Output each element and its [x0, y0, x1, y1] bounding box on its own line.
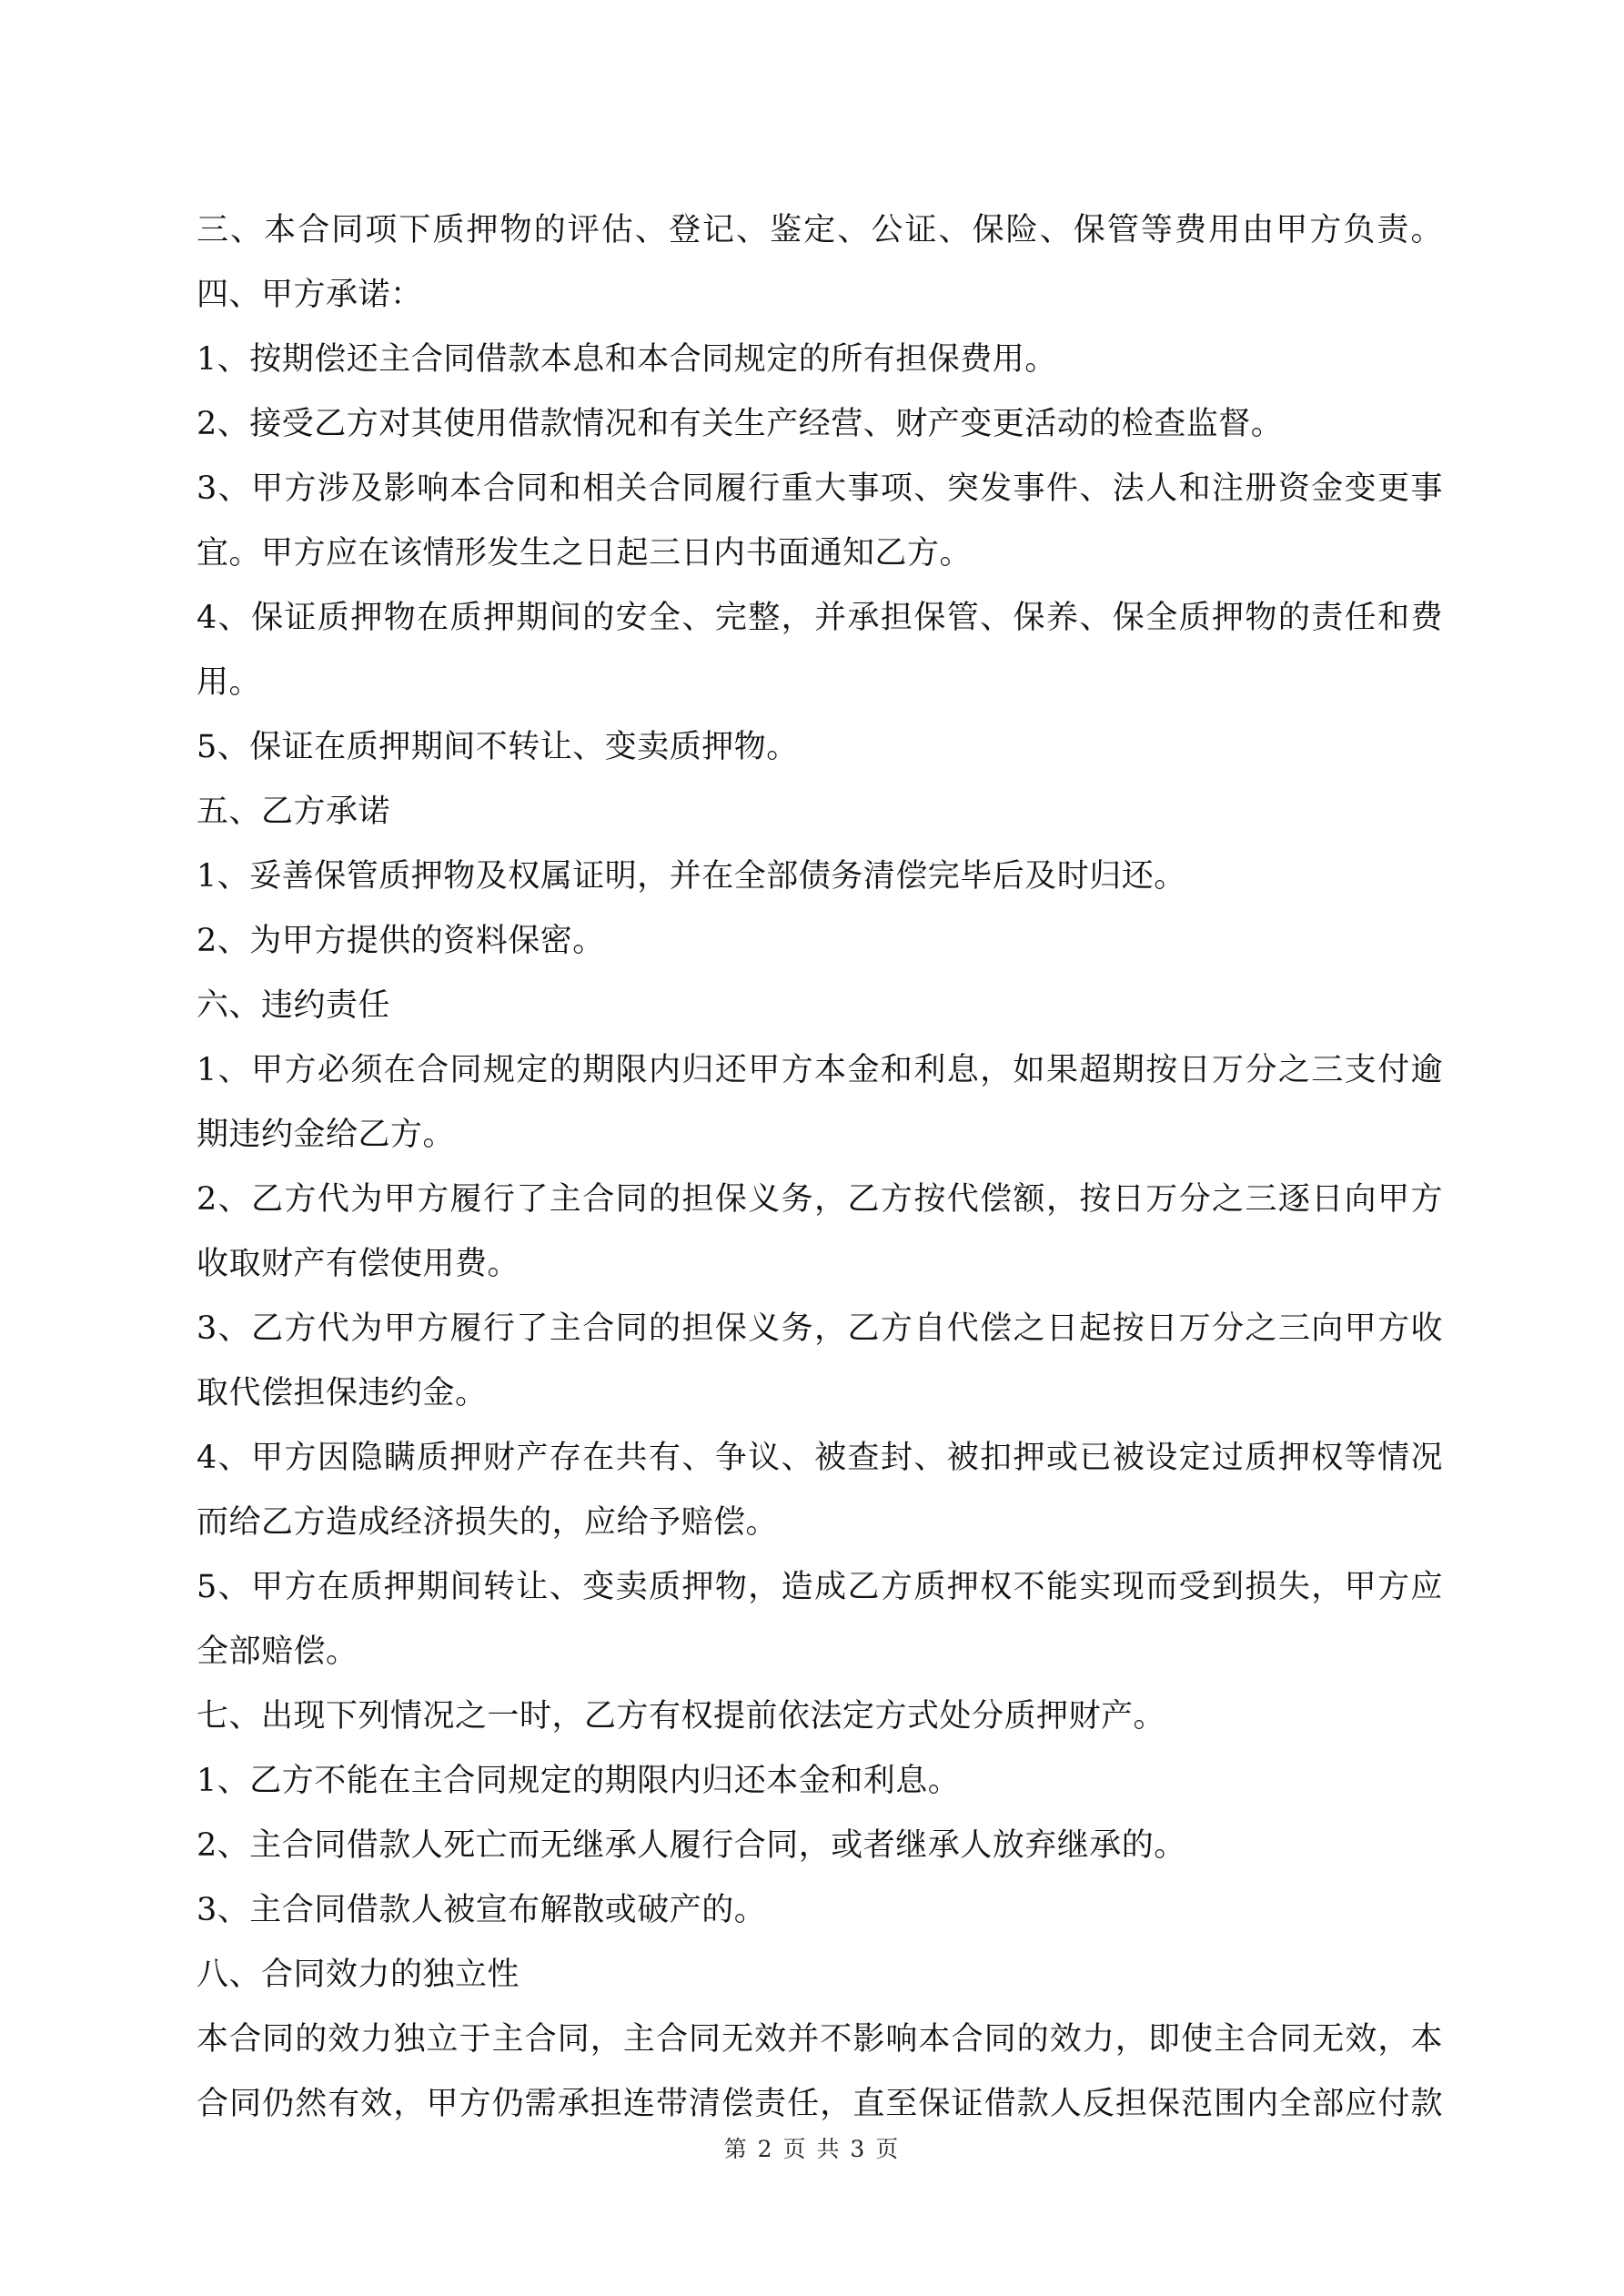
text-line: 六、违约责任	[197, 987, 391, 1024]
text-line: 1、妥善保管质押物及权属证明，并在全部债务清偿完毕后及时归还。	[197, 858, 1186, 895]
text-line: 用。	[197, 664, 262, 701]
text-line: 3、甲方涉及影响本合同和相关合同履行重大事项、突发事件、法人和注册资金变更事	[197, 470, 1443, 507]
text-line: 4、甲方因隐瞒质押财产存在共有、争议、被查封、被扣押或已被设定过质押权等情况	[197, 1440, 1443, 1476]
text-line: 全部赔偿。	[197, 1633, 358, 1670]
text-line: 2、接受乙方对其使用借款情况和有关生产经营、财产变更活动的检查监督。	[197, 406, 1284, 442]
text-line: 1、甲方必须在合同规定的期限内归还甲方本金和利息，如果超期按日万分之三支付逾	[197, 1052, 1443, 1088]
text-line: 本合同的效力独立于主合同，主合同无效并不影响本合同的效力，即使主合同无效，本	[197, 2021, 1443, 2058]
text-line: 四、甲方承诺：	[197, 277, 423, 313]
text-line: 3、乙方代为甲方履行了主合同的担保义务，乙方自代偿之日起按日万分之三向甲方收	[197, 1310, 1443, 1347]
text-line: 合同仍然有效，甲方仍需承担连带清偿责任，直至保证借款人反担保范围内全部应付款	[197, 2086, 1443, 2122]
text-line: 期违约金给乙方。	[197, 1117, 456, 1153]
text-line: 5、保证在质押期间不转让、变卖质押物。	[197, 729, 799, 765]
text-line: 三、本合同项下质押物的评估、登记、鉴定、公证、保险、保管等费用由甲方负责。	[197, 212, 1443, 248]
text-line: 2、乙方代为甲方履行了主合同的担保义务，乙方按代偿额，按日万分之三逐日向甲方	[197, 1181, 1443, 1218]
text-line: 五、乙方承诺	[197, 794, 391, 830]
text-line: 取代偿担保违约金。	[197, 1375, 488, 1411]
text-line: 收取财产有偿使用费。	[197, 1246, 520, 1282]
text-line: 七、出现下列情况之一时，乙方有权提前依法定方式处分质押财产。	[197, 1698, 1166, 1735]
text-line: 3、主合同借款人被宣布解散或破产的。	[197, 1892, 767, 1928]
text-line: 5、甲方在质押期间转让、变卖质押物，造成乙方质押权不能实现而受到损失，甲方应	[197, 1569, 1443, 1605]
text-line: 4、保证质押物在质押期间的安全、完整，并承担保管、保养、保全质押物的责任和费	[197, 600, 1443, 636]
text-line: 1、乙方不能在主合同规定的期限内归还本金和利息。	[197, 1763, 961, 1799]
page-number-footer: 第 2 页 共 3 页	[723, 2136, 901, 2162]
text-line: 八、合同效力的独立性	[197, 1957, 520, 1993]
document-body	[197, 198, 1443, 2137]
text-line: 2、主合同借款人死亡而无继承人履行合同，或者继承人放弃继承的。	[197, 1827, 1186, 1864]
text-line: 而给乙方造成经济损失的，应给予赔偿。	[197, 1504, 779, 1541]
text-line: 1、按期偿还主合同借款本息和本合同规定的所有担保费用。	[197, 341, 1057, 378]
text-line: 2、为甲方提供的资料保密。	[197, 923, 605, 959]
text-line: 宜。甲方应在该情形发生之日起三日内书面通知乙方。	[197, 535, 973, 571]
